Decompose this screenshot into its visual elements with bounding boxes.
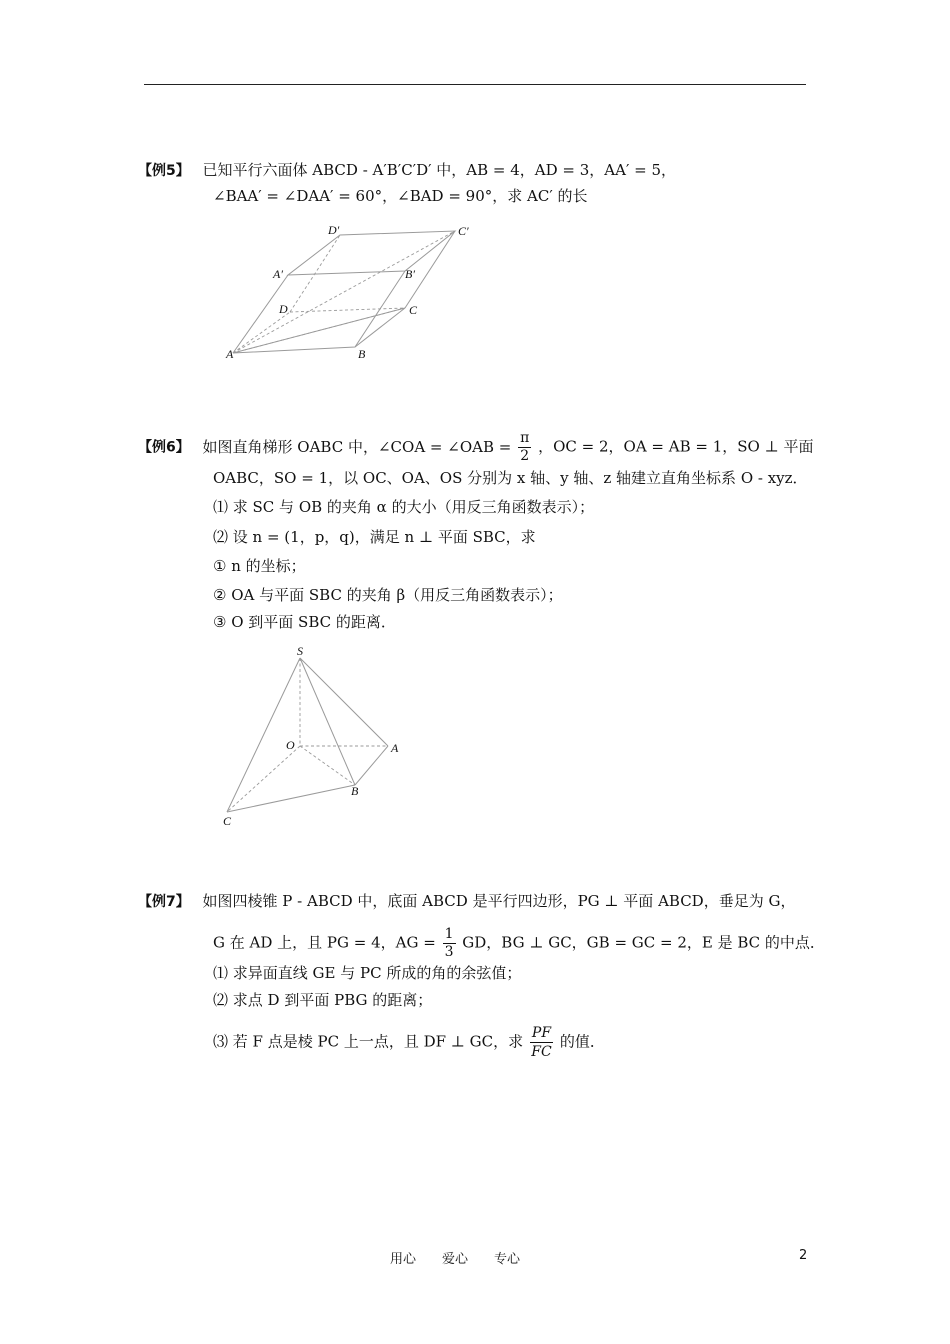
example6-q1: ⑴ 求 SC 与 OB 的夹角 α 的大小（用反三角函数表示）； xyxy=(213,498,595,516)
fig5-label-B: B xyxy=(358,347,366,361)
fig5-label-B1: B′ xyxy=(405,267,415,281)
example7-line1 xyxy=(138,891,795,912)
page-number: 2 xyxy=(799,1248,808,1263)
example7-q3a: ⑶ 若 F 点是棱 PC 上一点，且 DF ⊥ GC，求 xyxy=(213,1032,524,1051)
header-rule xyxy=(144,84,806,85)
example7-label: 【例7】 xyxy=(138,894,190,910)
footer-motto: 用心 爱心 专心 xyxy=(390,1252,521,1267)
parallelepiped-figure xyxy=(215,215,485,370)
example5-line2: ∠BAA′ = ∠DAA′ = 60°，∠BAD = 90°，求 AC′ 的长 xyxy=(213,187,588,205)
example7-text2a: G 在 AD 上，且 PG = 4，AG = xyxy=(213,933,436,952)
example6-q2c: ③ O 到平面 SBC 的距离． xyxy=(213,613,396,631)
example5-line1 xyxy=(138,160,676,181)
example6-line1 xyxy=(138,430,813,465)
example7-q3b: 的值． xyxy=(559,1032,605,1051)
example7-q3 xyxy=(213,1024,605,1061)
example7-text2b: GD，BG ⊥ GC，GB = GC = 2，E 是 BC 的中点． xyxy=(462,933,825,952)
edge-BC xyxy=(227,785,355,812)
fig5-label-C: C xyxy=(409,303,418,317)
edge-SC xyxy=(227,658,300,812)
example5-text1: 已知平行六面体 ABCD - A′B′C′D′ 中，AB = 4，AD = 3，AA′ = 5， xyxy=(202,161,677,179)
example5-label: 【例5】 xyxy=(138,163,190,179)
edge-OC-hidden xyxy=(227,746,300,812)
top-face xyxy=(288,231,455,275)
fig6-label-S: S xyxy=(297,644,303,658)
example7-q2: ⑵ 求点 D 到平面 PBG 的距离； xyxy=(213,991,433,1009)
frac-pf-over-fc xyxy=(530,1024,553,1061)
frac-one-third xyxy=(443,926,456,961)
example6-label: 【例6】 xyxy=(138,439,190,456)
diagonal-AC1 xyxy=(233,231,455,353)
fig5-label-D: D xyxy=(279,302,288,316)
example6-q2b: ② OA 与平面 SBC 的夹角 β（用反三角函数表示）； xyxy=(213,586,563,604)
frac-numerator: π xyxy=(520,430,530,446)
example6-text1b: ，OC = 2，OA = AB = 1，SO ⊥ 平面 xyxy=(538,437,814,456)
example6-text1a: 如图直角梯形 OABC 中，∠COA = ∠OAB = xyxy=(202,437,512,456)
frac-denominator: FC xyxy=(531,1044,552,1060)
example7-text1: 如图四棱锥 P - ABCD 中，底面 ABCD 是平行四边形，PG ⊥ 平面 ABCD，垂足为 G， xyxy=(202,892,796,910)
edge-SA xyxy=(300,658,388,746)
pyramid-figure xyxy=(215,640,415,835)
example6-q2: ⑵ 设 n = (1，p，q)，满足 n ⊥ 平面 SBC，求 xyxy=(213,528,536,546)
example6-line2: OABC，SO = 1，以 OC、OA、OS 分别为 x 轴、y 轴、z 轴建立直角坐标系 O - xyz． xyxy=(213,469,808,487)
fig6-label-B: B xyxy=(351,784,359,798)
example7-q1: ⑴ 求异面直线 GE 与 PC 所成的角的余弦值； xyxy=(213,964,522,982)
fig5-label-A1: A′ xyxy=(273,267,283,281)
frac-denominator: 2 xyxy=(520,448,530,464)
fig6-label-A: A xyxy=(391,741,399,755)
fig5-label-C1: C′ xyxy=(458,224,469,238)
fig5-label-D1: D′ xyxy=(328,223,340,237)
edge-DC-hidden xyxy=(290,308,405,312)
edge-AD-hidden xyxy=(233,312,290,353)
edge-AB xyxy=(355,746,388,785)
frac-numerator: PF xyxy=(531,1025,552,1041)
fig6-label-O: O xyxy=(286,738,295,752)
frac-pi-over-2 xyxy=(518,430,531,465)
example7-line2 xyxy=(213,926,825,961)
example6-q2a: ① n 的坐标； xyxy=(213,557,306,575)
frac-numerator: 1 xyxy=(444,926,454,942)
fig5-label-A: A xyxy=(226,347,234,361)
fig6-label-C: C xyxy=(223,814,232,828)
frac-denominator: 3 xyxy=(444,944,454,960)
